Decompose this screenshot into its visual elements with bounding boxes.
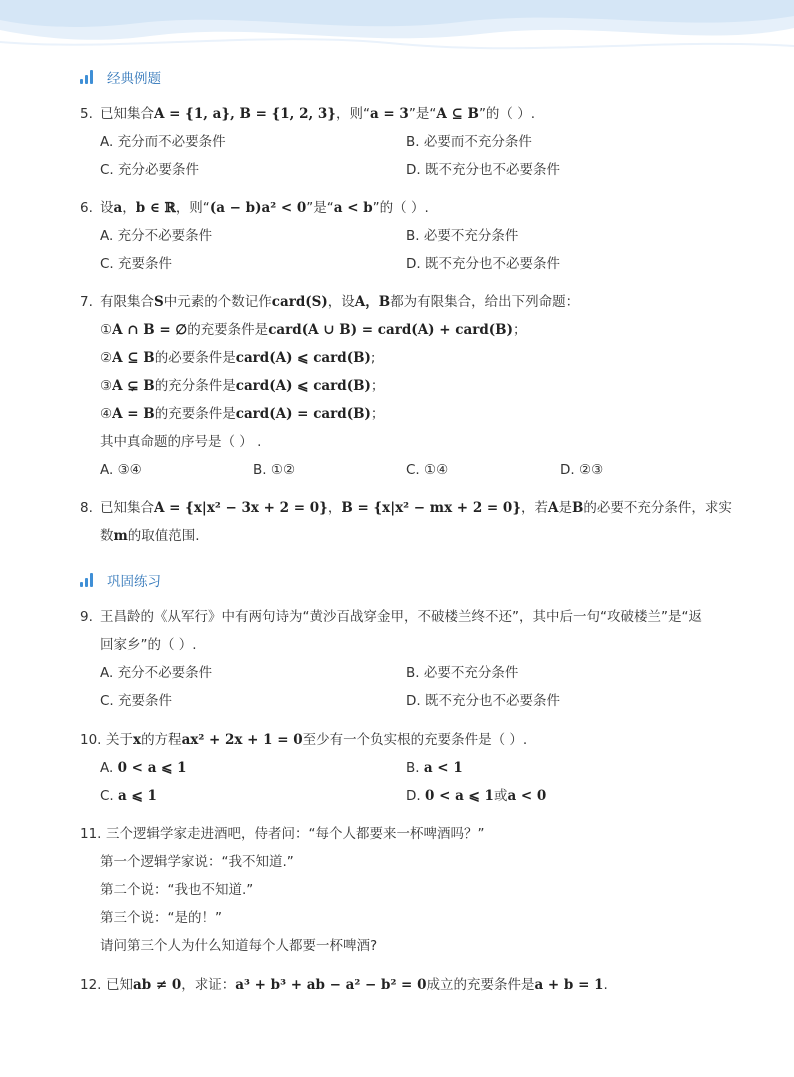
question-number: 7. (80, 294, 93, 310)
question-12-stem: 已知ab ≠ 0，求证：a³ + b³ + ab − a² − b² = 0成立的充要条件是a + b = 1. (106, 977, 608, 993)
question-number: 12. (80, 977, 102, 993)
question-9-stem-line2: 回家乡”的（ ）. (100, 637, 197, 653)
question-11-line2: 第一个逻辑学家说：“我不知道.” (100, 854, 294, 870)
question-number: 8. (80, 500, 93, 516)
option-a: A. 充分而不必要条件 (100, 134, 226, 150)
option-d: D. 既不充分也不必要条件 (406, 693, 560, 709)
question-number: 5. (80, 106, 93, 122)
question-7-ask: 其中真命题的序号是（ ） . (100, 434, 262, 450)
question-6-stem: 设a，b ∈ ℝ，则“(a − b)a² < 0”是“a < b”的（ ）. (100, 200, 429, 216)
option-b: B. 必要不充分条件 (406, 665, 519, 681)
question-11-line5: 请问第三个人为什么知道每个人都要一杯啤酒? (100, 938, 378, 954)
option-a: A. 充分不必要条件 (100, 665, 213, 681)
question-number: 10. (80, 732, 102, 748)
statement-2: ②A ⊆ B的必要条件是card(A) ⩽ card(B); (100, 350, 376, 366)
question-11-line1: 三个逻辑学家走进酒吧，侍者问：“每个人都要来一杯啤酒吗？” (106, 826, 485, 842)
question-11-line3: 第二个说：“我也不知道.” (100, 882, 254, 898)
option-d: D. 0 < a ⩽ 1或a < 0 (406, 788, 547, 804)
question-11-line4: 第三个说：“是的！” (100, 910, 222, 926)
option-c: C. a ⩽ 1 (100, 788, 157, 804)
option-c: C. ①④ (406, 462, 449, 478)
option-d: D. 既不充分也不必要条件 (406, 256, 560, 272)
question-9-stem-line1: 王昌龄的《从军行》中有两句诗为“黄沙百战穿金甲，不破楼兰终不还”，其中后一句“攻破楼兰”是“返 (100, 609, 702, 625)
option-c: C. 充要条件 (100, 693, 173, 709)
bar-chart-icon (80, 70, 97, 84)
question-8-stem-line2: 数m的取值范围. (100, 528, 200, 544)
bar-chart-icon (80, 573, 97, 587)
option-c: C. 充要条件 (100, 256, 173, 272)
option-d: D. ②③ (560, 462, 604, 478)
section-header-examples (80, 67, 161, 87)
option-b: B. 必要不充分条件 (406, 228, 519, 244)
statement-4: ④A = B的充要条件是card(A) = card(B)； (100, 406, 385, 422)
option-b: B. a < 1 (406, 760, 463, 776)
section-title: 巩固练习 (107, 574, 161, 590)
question-10-stem: 关于x的方程ax² + 2x + 1 = 0至少有一个负实根的充要条件是（ ）. (106, 732, 528, 748)
option-a: A. 0 < a ⩽ 1 (100, 760, 187, 776)
question-number: 9. (80, 609, 93, 625)
question-number: 11. (80, 826, 102, 842)
option-b: B. 必要而不充分条件 (406, 134, 532, 150)
option-b: B. ①② (253, 462, 296, 478)
statement-3: ③A ⊊ B的充分条件是card(A) ⩽ card(B)； (100, 378, 385, 394)
option-a: A. ③④ (100, 462, 142, 478)
question-8-stem-line1: 已知集合A = {x|x² − 3x + 2 = 0}，B = {x|x² − mx + 2 = 0}，若A是B的必要不充分条件，求实 (100, 500, 732, 516)
question-5-stem: 已知集合A = {1, a}, B = {1, 2, 3}，则“a = 3”是“A ⊆ B”的（ ）. (100, 106, 536, 122)
question-number: 6. (80, 200, 93, 216)
statement-1: ①A ∩ B = ∅的充要条件是card(A ∪ B) = card(A) + card(B)； (100, 322, 527, 338)
option-a: A. 充分不必要条件 (100, 228, 213, 244)
question-7-stem: 有限集合S中元素的个数记作card(S)，设A，B都为有限集合，给出下列命题： (100, 294, 580, 310)
option-c: C. 充分必要条件 (100, 162, 200, 178)
section-title: 经典例题 (107, 71, 161, 87)
section-header-practice (80, 570, 161, 590)
header-wave-banner (0, 0, 794, 60)
option-d: D. 既不充分也不必要条件 (406, 162, 560, 178)
